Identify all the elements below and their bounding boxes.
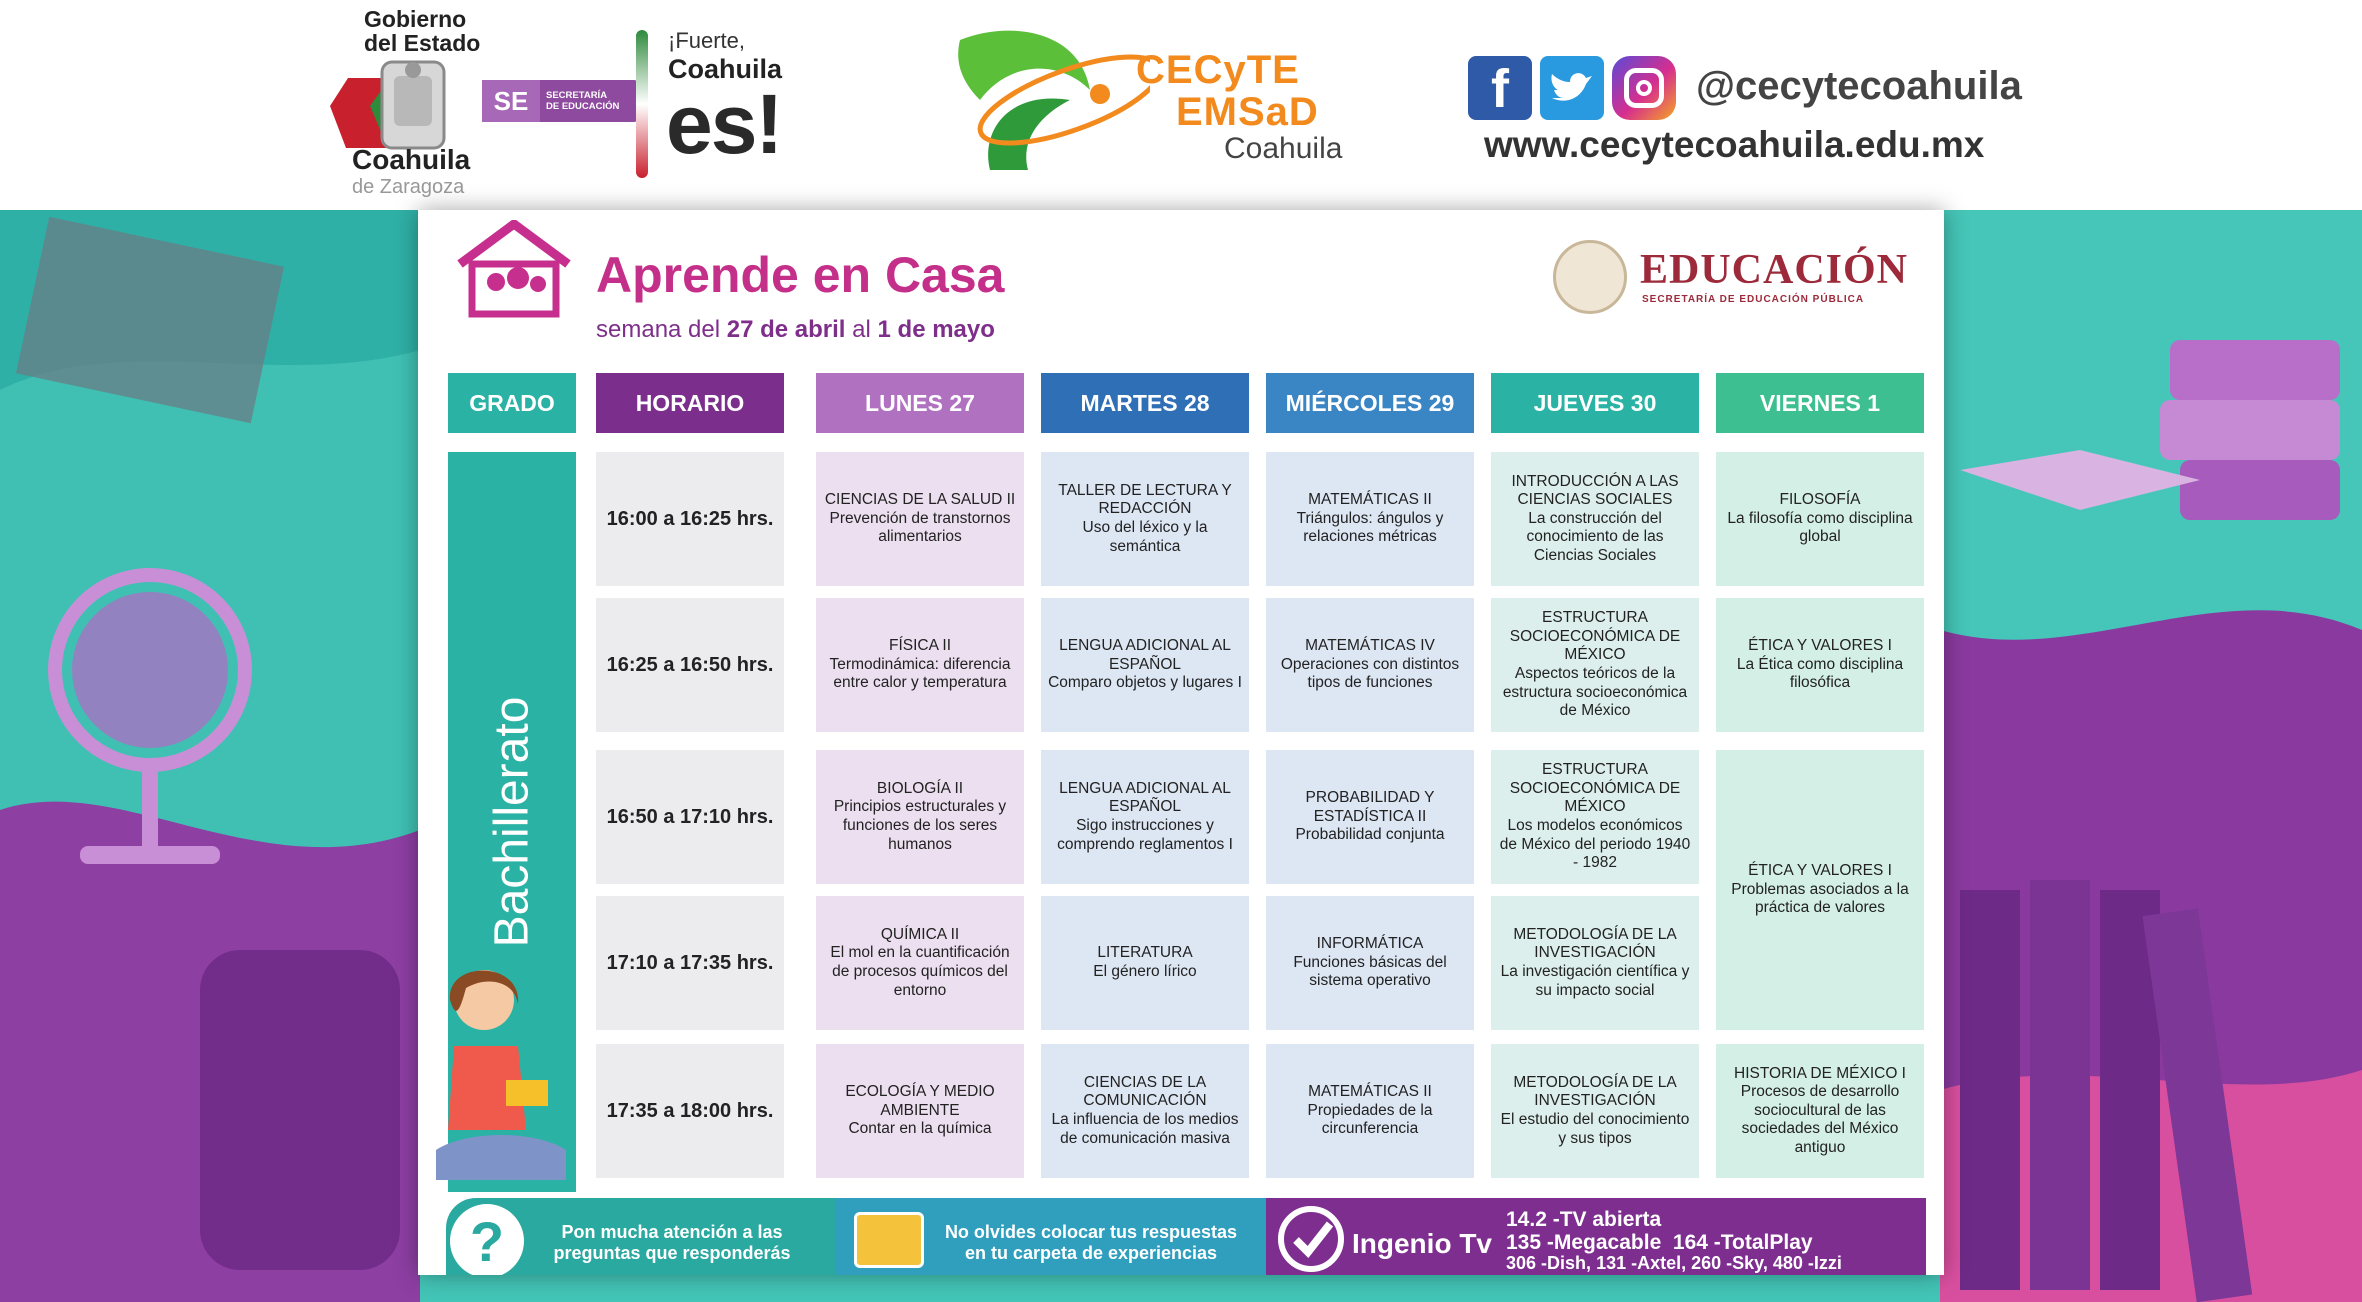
- time-slot: 17:10 a 17:35 hrs.: [596, 896, 784, 1030]
- header-1: HORARIO: [596, 373, 784, 433]
- question-icon: ?: [450, 1204, 524, 1275]
- se-abbr: SE: [482, 80, 540, 122]
- class-cell: [1716, 452, 1924, 586]
- class-cell: [1491, 1044, 1699, 1178]
- subject-name: ESTRUCTURA SOCIOECONÓMICA DE MÉXICO: [1509, 761, 1681, 816]
- topic-name: Sigo instrucciones y comprendo reglamentos I: [1057, 817, 1233, 853]
- channel-5: 131 -Axtel: [1596, 1253, 1682, 1274]
- sep-seal-icon: [1553, 240, 1627, 314]
- channel-3: 164 -TotalPlay: [1672, 1231, 1813, 1255]
- tip1-text: Pon mucha atención a las preguntas que responderás: [553, 1222, 791, 1263]
- time-slot: 16:00 a 16:25 hrs.: [596, 452, 784, 586]
- flag-stripe: [636, 30, 648, 178]
- subject-name: LENGUA ADICIONAL AL ESPAÑOL: [1059, 637, 1231, 673]
- topic-name: Los modelos económicos de México del periodo 1940 - 1982: [1499, 817, 1691, 872]
- topic-name: Termodinámica: diferencia entre calor y temperatura: [829, 655, 1011, 692]
- topic-name: El mol en la cuantificación de procesos químicos del entorno: [830, 944, 1010, 999]
- channels: 14.2 -TV abierta 135 -Megacable 164 -TotalPlay 306 -Dish, 131 -Axtel, 260 -Sky, 480 -Izzi: [1506, 1208, 1906, 1274]
- tip2-text: No olvides colocar tus respuestas en tu carpeta de experiencias: [944, 1222, 1238, 1263]
- class-cell: [1266, 750, 1474, 884]
- subject-name: ÉTICA Y VALORES I: [1748, 637, 1892, 655]
- level-label: Bachillerato: [485, 696, 539, 948]
- twitter-icon[interactable]: [1540, 56, 1604, 120]
- cecyte-logo: [950, 20, 1370, 180]
- header-0: GRADO: [448, 373, 576, 433]
- time-slot: 16:50 a 17:10 hrs.: [596, 750, 784, 884]
- cecyte-line1: CECyTE: [1136, 48, 1300, 92]
- topic-name: Probabilidad conjunta: [1295, 826, 1445, 844]
- subject-name: CIENCIAS DE LA COMUNICACIÓN: [1083, 1073, 1207, 1110]
- topic-name: Propiedades de la circunferencia: [1307, 1101, 1433, 1138]
- subject-name: INTRODUCCIÓN A LAS CIENCIAS SOCIALES: [1511, 472, 1679, 509]
- page-title: Aprende en Casa: [596, 247, 1005, 303]
- social-handle[interactable]: @cecytecoahuila: [1696, 64, 2022, 108]
- coat-of-arms-icon: [330, 58, 470, 154]
- subject-name: CIENCIAS DE LA SALUD II: [824, 491, 1016, 509]
- time-slot: 16:25 a 16:50 hrs.: [596, 598, 784, 732]
- se-line1: SECRETARÍA: [546, 89, 608, 101]
- sep-name: EDUCACIÓN: [1640, 247, 1909, 293]
- fuerte-line1: ¡Fuerte,: [668, 28, 746, 53]
- channel-7: 480 -Izzi: [1772, 1253, 1842, 1274]
- subject-name: MATEMÁTICAS II: [1308, 1083, 1432, 1101]
- week-label: [596, 316, 995, 344]
- topic-name: Uso del léxico y la semántica: [1082, 519, 1208, 555]
- website-url[interactable]: www.cecytecoahuila.edu.mx: [1484, 124, 1985, 165]
- subject-name: ECOLOGÍA Y MEDIO AMBIENTE: [845, 1083, 995, 1119]
- topic-name: Comparo objetos y lugares I: [1048, 674, 1242, 692]
- class-cell: [1041, 896, 1249, 1030]
- subject-name: HISTORIA DE MÉXICO I: [1734, 1064, 1906, 1082]
- student-reading-icon: [426, 960, 576, 1200]
- subject-name: TALLER DE LECTURA Y REDACCIÓN: [1058, 481, 1232, 518]
- class-cell: [1491, 750, 1699, 884]
- class-cell: [1266, 1044, 1474, 1178]
- class-cell: [1266, 598, 1474, 732]
- class-cell: [1041, 452, 1249, 586]
- class-cell: [1041, 750, 1249, 884]
- channel-1: 14.2 -TV abierta: [1506, 1208, 1662, 1231]
- subject-name: PROBABILIDAD Y ESTADÍSTICA II: [1305, 789, 1435, 825]
- subject-name: ÉTICA Y VALORES I: [1748, 862, 1892, 880]
- subject-name: FÍSICA II: [888, 637, 951, 655]
- class-cell: [1716, 1044, 1924, 1178]
- ingenio-tv: Ingenio Tv: [1352, 1228, 1492, 1259]
- topic-name: Problemas asociados a la práctica de valores: [1731, 880, 1909, 917]
- header-4: MIÉRCOLES 29: [1266, 373, 1474, 433]
- schedule-sheet: [418, 210, 1944, 1275]
- footer-bar: [446, 1198, 1916, 1275]
- class-cell: [1491, 896, 1699, 1030]
- header-5: JUEVES 30: [1491, 373, 1699, 433]
- week-prefix: semana del: [596, 316, 721, 343]
- class-cell: [816, 598, 1024, 732]
- topic-name: La investigación científica y su impacto social: [1500, 963, 1690, 999]
- header-3: MARTES 28: [1041, 373, 1249, 433]
- class-cell: [816, 1044, 1024, 1178]
- header-6: VIERNES 1: [1716, 373, 1924, 433]
- gobierno-coahuila-logo: [330, 6, 640, 201]
- channel-4: 306 -Dish: [1506, 1253, 1587, 1274]
- subject-name: QUÍMICA II: [880, 925, 960, 943]
- class-cell: [1266, 452, 1474, 586]
- class-cell: [1041, 1044, 1249, 1178]
- topic-name: Triángulos: ángulos y relaciones métricas: [1296, 509, 1444, 546]
- instagram-icon[interactable]: [1612, 56, 1676, 120]
- subject-name: FILOSOFÍA: [1779, 491, 1861, 509]
- time-slot: 17:35 a 18:00 hrs.: [596, 1044, 784, 1178]
- topic-name: El género lírico: [1093, 963, 1197, 980]
- class-cell: [1041, 598, 1249, 732]
- se-line2: DE EDUCACIÓN: [546, 101, 620, 112]
- topic-name: Principios estructurales y funciones de los seres humanos: [833, 798, 1007, 853]
- class-cell: [816, 750, 1024, 884]
- se-badge: [482, 80, 638, 122]
- fuerte-line2: Coahuila: [668, 54, 783, 84]
- class-cell: [1716, 750, 1924, 1030]
- subject-name: METODOLOGÍA DE LA INVESTIGACIÓN: [1513, 925, 1677, 962]
- subject-name: INFORMÁTICA: [1316, 935, 1424, 953]
- topic-name: Prevención de transtornos alimentarios: [829, 509, 1011, 546]
- subject-name: BIOLOGÍA II: [876, 779, 964, 797]
- week-mid: al: [852, 316, 871, 343]
- header-2: LUNES 27: [816, 373, 1024, 433]
- check-circle-icon: [1276, 1204, 1346, 1274]
- class-cell: [1716, 598, 1924, 732]
- folder-icon: [854, 1212, 924, 1268]
- zaragoza-name: de Zaragoza: [352, 176, 465, 198]
- week-from: 27 de abril: [726, 316, 846, 343]
- topic-name: Funciones básicas del sistema operativo: [1293, 953, 1447, 990]
- channel-6: 260 -Sky: [1691, 1253, 1763, 1274]
- class-cell: [1491, 452, 1699, 586]
- subject-name: MATEMÁTICAS IV: [1305, 637, 1435, 655]
- week-to: 1 de mayo: [877, 316, 995, 343]
- sep-sub: SECRETARÍA DE EDUCACIÓN PÚBLICA: [1642, 294, 1865, 305]
- house-icon: [454, 220, 574, 320]
- top-banner: [0, 0, 2362, 210]
- fuerte-es: es!: [666, 77, 782, 171]
- topic-name: Aspectos teóricos de la estructura socioeconómica de México: [1502, 665, 1688, 720]
- topic-name: La construcción del conocimiento de las Ciencias Sociales: [1526, 509, 1664, 564]
- social-block: [1468, 54, 2028, 174]
- topic-name: Procesos de desarrollo sociocultural de las sociedades del México antiguo: [1740, 1083, 1900, 1156]
- topic-name: La influencia de los medios de comunicación masiva: [1051, 1111, 1239, 1147]
- subject-name: LENGUA ADICIONAL AL ESPAÑOL: [1059, 779, 1231, 816]
- cecyte-line2: EMSaD: [1176, 90, 1319, 134]
- subject-name: MATEMÁTICAS II: [1308, 491, 1432, 509]
- class-cell: [1266, 896, 1474, 1030]
- channel-2: 135 -Megacable: [1506, 1231, 1662, 1255]
- topic-name: Contar en la química: [848, 1120, 992, 1138]
- class-cell: [816, 896, 1024, 1030]
- topic-name: Operaciones con distintos tipos de funciones: [1280, 655, 1460, 692]
- cecyte-line3: Coahuila: [1224, 132, 1343, 165]
- subject-name: LITERATURA: [1097, 944, 1193, 962]
- topic-name: El estudio del conocimiento y sus tipos: [1500, 1111, 1690, 1147]
- topic-name: La Ética como disciplina filosófica: [1736, 655, 1904, 692]
- class-cell: [1491, 598, 1699, 732]
- gobierno-line2: del Estado: [364, 30, 481, 56]
- class-cell: [816, 452, 1024, 586]
- fuerte-coahuila-logo: [636, 24, 826, 184]
- cecyte-emblem-icon: [950, 20, 1150, 175]
- subject-name: METODOLOGÍA DE LA INVESTIGACIÓN: [1513, 1073, 1677, 1110]
- coahuila-name: Coahuila: [352, 144, 471, 175]
- facebook-icon[interactable]: f: [1468, 56, 1532, 120]
- topic-name: La filosofía como disciplina global: [1727, 509, 1913, 546]
- subject-name: ESTRUCTURA SOCIOECONÓMICA DE MÉXICO: [1509, 609, 1681, 664]
- gobierno-line1: Gobierno: [364, 6, 467, 32]
